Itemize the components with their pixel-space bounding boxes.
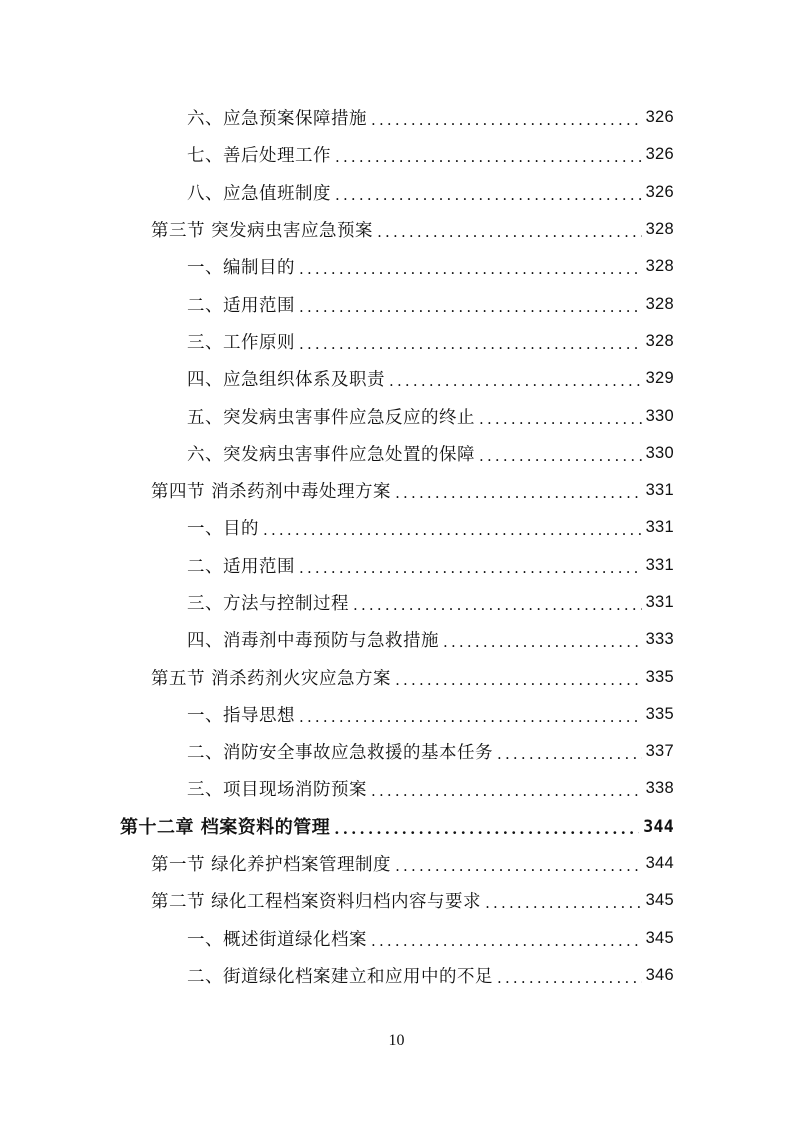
dot-leader	[395, 859, 642, 874]
dot-leader	[479, 449, 642, 464]
toc-entry[interactable]	[0, 360, 793, 397]
dot-leader	[485, 896, 642, 911]
dot-leader	[299, 710, 642, 725]
toc-entry[interactable]	[0, 285, 793, 322]
toc-entry-section[interactable]	[0, 882, 793, 919]
toc-entry-section[interactable]	[0, 211, 793, 248]
dot-leader	[299, 337, 642, 352]
toc-entry-title: 四、消毒剂中毒预防与急救措施	[187, 631, 439, 652]
toc-entry-page: 326	[645, 108, 674, 127]
toc-entry[interactable]	[0, 435, 793, 472]
toc-entry-page: 331	[645, 593, 674, 611]
dot-leader	[334, 822, 639, 837]
toc-entry-page: 330	[645, 406, 674, 425]
toc-entry[interactable]	[0, 248, 793, 285]
dot-leader	[299, 262, 642, 277]
toc-entry-page: 344	[643, 816, 674, 836]
toc-entry[interactable]	[0, 397, 793, 434]
dot-leader	[263, 523, 642, 538]
toc-entry-page: 346	[645, 965, 674, 984]
toc-entry-page: 345	[645, 891, 674, 910]
toc-entry-page: 326	[645, 145, 674, 164]
toc-entry[interactable]	[0, 770, 793, 807]
toc-entry-title: 四、应急组织体系及职责	[187, 370, 385, 391]
toc-entry-page: 333	[645, 630, 674, 649]
dot-leader	[335, 150, 642, 165]
toc-entry-page: 328	[645, 294, 674, 313]
toc-entry-title: 一、编制目的	[187, 258, 295, 279]
table-of-contents	[0, 99, 793, 994]
toc-entry[interactable]	[0, 696, 793, 733]
toc-entry-title: 六、突发病虫害事件应急处置的保障	[187, 444, 475, 465]
toc-entry[interactable]	[0, 547, 793, 584]
toc-entry-page: 328	[645, 257, 674, 276]
toc-entry-section[interactable]	[0, 845, 793, 882]
toc-entry-title: 第五节 消杀药剂火灾应急方案	[151, 668, 392, 689]
dot-leader	[497, 971, 642, 986]
toc-entry[interactable]	[0, 509, 793, 546]
toc-entry-chapter[interactable]	[0, 808, 793, 845]
dot-leader	[371, 113, 642, 128]
toc-entry-title: 一、指导思想	[187, 705, 295, 726]
toc-entry-page: 331	[645, 555, 674, 574]
dot-leader	[377, 225, 642, 240]
toc-entry[interactable]	[0, 733, 793, 770]
toc-entry-page: 335	[645, 667, 674, 686]
toc-entry-title: 二、街道绿化档案建立和应用中的不足	[187, 966, 493, 987]
toc-entry-page: 338	[645, 779, 674, 798]
toc-entry-title: 二、适用范围	[187, 556, 295, 577]
toc-entry[interactable]	[0, 957, 793, 994]
toc-entry-title: 八、应急值班制度	[187, 183, 331, 204]
dot-leader	[443, 635, 642, 650]
dot-leader	[371, 934, 642, 949]
toc-entry-page: 328	[645, 220, 674, 239]
dot-leader	[335, 188, 642, 203]
toc-entry-title: 第三节 突发病虫害应急预案	[151, 221, 374, 242]
toc-entry-page: 335	[645, 704, 674, 723]
toc-entry[interactable]	[0, 174, 793, 211]
toc-entry-title: 三、方法与控制过程	[187, 594, 349, 614]
toc-entry-section[interactable]	[0, 658, 793, 695]
toc-entry-page: 329	[645, 369, 674, 388]
dot-leader	[371, 784, 642, 799]
dot-leader	[389, 374, 642, 389]
toc-entry-title: 六、应急预案保障措施	[187, 109, 367, 130]
toc-entry-section[interactable]	[0, 472, 793, 509]
dot-leader	[395, 673, 642, 688]
toc-entry[interactable]	[0, 584, 793, 621]
page-number: 10	[388, 1032, 405, 1049]
toc-entry-title: 第二节 绿化工程档案资料归档内容与要求	[151, 892, 482, 913]
dot-leader	[479, 412, 642, 427]
toc-entry[interactable]	[0, 136, 793, 173]
toc-entry-page: 328	[645, 331, 674, 350]
toc-entry[interactable]	[0, 323, 793, 360]
dot-leader	[353, 598, 642, 613]
dot-leader	[299, 300, 642, 315]
toc-entry-title: 三、工作原则	[187, 332, 295, 353]
toc-entry-title: 第一节 绿化养护档案管理制度	[151, 855, 392, 876]
toc-entry-title: 二、消防安全事故应急救援的基本任务	[187, 743, 493, 764]
toc-entry-title: 一、目的	[187, 519, 259, 540]
toc-entry-page: 331	[645, 481, 674, 500]
toc-entry-page: 331	[645, 518, 674, 537]
toc-entry-title: 第四节 消杀药剂中毒处理方案	[151, 482, 392, 503]
toc-entry[interactable]	[0, 99, 793, 136]
toc-entry-page: 344	[645, 854, 674, 873]
toc-entry-title: 二、适用范围	[187, 295, 295, 316]
toc-entry-page: 337	[645, 742, 674, 761]
dot-leader	[497, 747, 642, 762]
toc-entry-title: 三、项目现场消防预案	[187, 780, 367, 801]
toc-entry-title: 一、概述街道绿化档案	[187, 929, 367, 950]
toc-entry-title: 七、善后处理工作	[187, 146, 331, 167]
toc-entry-page: 330	[645, 443, 674, 462]
toc-entry[interactable]	[0, 621, 793, 658]
dot-leader	[395, 486, 642, 501]
toc-entry[interactable]	[0, 920, 793, 957]
toc-entry-title: 五、突发病虫害事件应急反应的终止	[187, 407, 475, 428]
toc-entry-page: 345	[645, 928, 674, 947]
toc-entry-title: 第十二章 档案资料的管理	[120, 817, 331, 839]
dot-leader	[299, 561, 642, 576]
toc-entry-page: 326	[645, 182, 674, 201]
